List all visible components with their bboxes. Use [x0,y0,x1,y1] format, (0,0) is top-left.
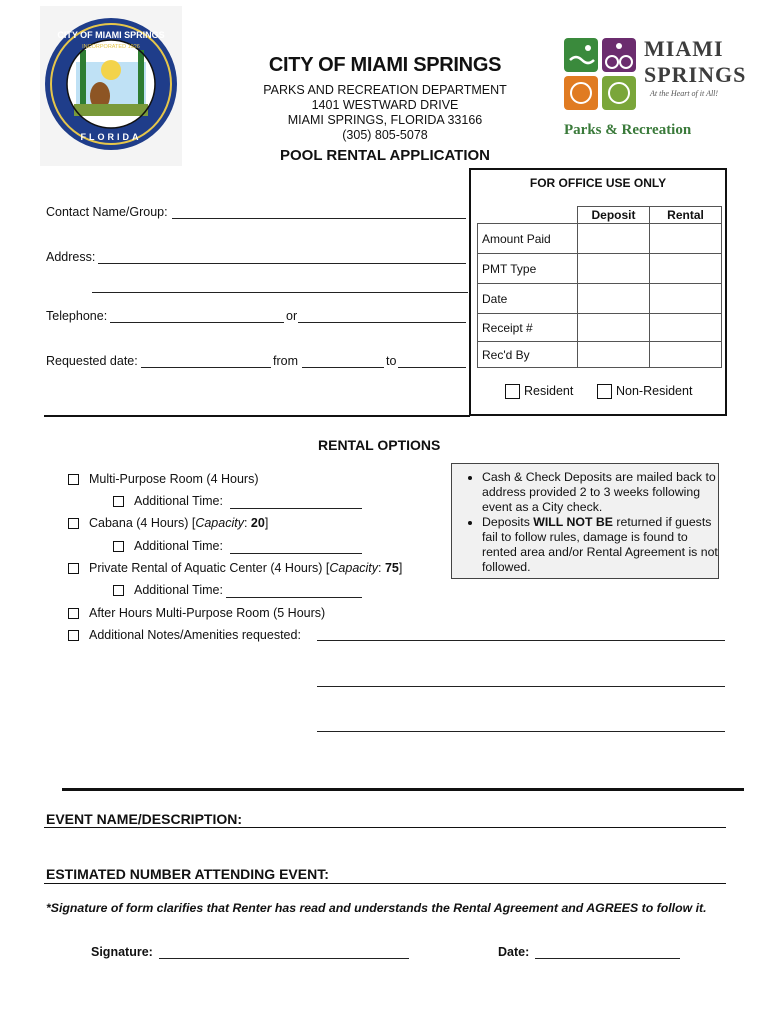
option-checkbox[interactable] [113,541,124,552]
capacity-label: Capacity [329,561,379,575]
option-checkbox[interactable] [68,608,79,619]
office-row-label: PMT Type [478,254,578,284]
office-row-label: Amount Paid [478,224,578,254]
attending-field[interactable] [44,883,726,884]
option-checkbox[interactable] [68,630,79,641]
rental-options-heading: RENTAL OPTIONS [318,437,441,453]
department-name: PARKS AND RECREATION DEPARTMENT [263,83,507,97]
event-name-label: EVENT NAME/DESCRIPTION: [46,811,243,827]
office-cell-deposit[interactable] [578,254,650,284]
option-checkbox[interactable] [68,563,79,574]
option-label: Cabana (4 Hours) [ [89,516,196,530]
city-title: CITY OF MIAMI SPRINGS [268,54,502,76]
from-label: from [273,354,298,368]
additional-time-1[interactable] [113,494,223,508]
option-multipurpose-room[interactable] [68,472,259,486]
office-cell-rental[interactable] [650,284,722,314]
signature-label: Signature: [91,945,153,959]
office-row-label: Date [478,284,578,314]
office-cell-rental[interactable] [650,314,722,342]
office-cell-rental[interactable] [650,224,722,254]
additional-time-label: Additional Time: [134,539,223,553]
capacity-label: Capacity [195,516,244,530]
resident-checkbox[interactable] [505,384,520,399]
resident-label: Resident [524,384,574,398]
logo-line2: SPRINGS [644,62,747,87]
additional-time-label: Additional Time: [134,583,223,597]
section-divider [44,415,470,417]
deposit-column-header: Deposit [578,207,650,224]
telephone-field[interactable] [110,306,284,323]
thick-divider [62,788,744,791]
additional-time-label: Additional Time: [134,494,223,508]
contact-name-field[interactable] [172,202,466,219]
option-after-hours[interactable] [68,606,325,620]
non-resident-label: Non-Resident [616,384,693,398]
rental-column-header: Rental [650,207,722,224]
event-name-field[interactable] [44,827,726,828]
office-cell-rental[interactable] [650,254,722,284]
signature-field[interactable] [159,943,409,959]
telephone-or-label: or [286,309,298,323]
option-checkbox[interactable] [113,496,124,507]
date-field[interactable] [535,943,680,959]
deposit-notes-box [451,463,719,579]
signature-disclaimer: *Signature of form clarifies that Renter has read and understands the Rental Agreement and AGREES to follow it. [46,901,707,915]
office-cell-deposit[interactable] [578,314,650,342]
additional-time-2[interactable] [113,539,223,553]
office-use-box [469,168,727,416]
option-label: After Hours Multi-Purpose Room (5 Hours) [89,606,326,620]
non-resident-checkbox[interactable] [597,384,612,399]
additional-time-1-field[interactable] [230,494,362,509]
deposit-note-2: • Deposits WILL NOT BE returned if guests fail to follow rules, damage is found to rented area and/or Rental Agreement is not followed. [482,515,718,575]
resident-option[interactable] [505,384,573,399]
capacity-value: 75 [384,561,399,575]
requested-date-label: Requested date: [46,354,138,368]
city-address: MIAMI SPRINGS, FLORIDA 33166 [287,113,483,127]
from-time-field[interactable] [302,351,384,368]
option-checkbox[interactable] [68,474,79,485]
office-use-table [477,206,722,368]
to-label: to [386,354,397,368]
contact-name-label: Contact Name/Group: [46,205,168,219]
option-label: Multi-Purpose Room (4 Hours) [89,472,259,486]
address-field-line2[interactable] [92,276,468,293]
logo-tagline: At the Heart of it All! [650,89,719,98]
to-time-field[interactable] [398,351,466,368]
additional-time-3-field[interactable] [226,583,362,598]
requested-date-field[interactable] [141,351,271,368]
form-title: POOL RENTAL APPLICATION [279,147,490,164]
option-checkbox[interactable] [113,585,124,596]
logo-subtitle: Parks & Recreation [564,122,692,138]
attending-label: ESTIMATED NUMBER ATTENDING EVENT: [46,866,329,882]
office-row-label: Rec'd By [478,342,578,368]
seal-florida-text: FLORIDA [80,132,142,142]
telephone-alt-field[interactable] [298,306,466,323]
parks-logo [562,36,747,140]
office-cell-deposit[interactable] [578,284,650,314]
office-cell-rental[interactable] [650,342,722,368]
office-cell-deposit[interactable] [578,342,650,368]
option-checkbox[interactable] [68,518,79,529]
phone-number: (305) 805-5078 [342,128,428,142]
city-seal [40,6,182,166]
additional-time-3[interactable] [113,583,223,597]
document-header [250,54,520,164]
address-field[interactable] [98,247,466,264]
deposit-note-1: • Cash & Check Deposits are mailed back to address provided 2 to 3 weeks following event as a City check. [482,470,718,515]
notes-field-line2[interactable] [317,672,725,687]
non-resident-option[interactable] [597,384,692,399]
seal-incorporated-text: INCORPORATED 1926 [82,44,140,50]
date-label: Date: [498,945,530,959]
seal-ring-text: CITY OF MIAMI SPRINGS [57,30,165,40]
address-label: Address: [46,250,96,264]
option-additional-notes[interactable] [68,628,301,642]
capacity-value: 20 [250,516,265,530]
option-aquatic-center[interactable]: Private Rental of Aquatic Center (4 Hours) [Capacity: 75] [68,561,402,575]
street-address: 1401 WESTWARD DRIVE [311,98,459,112]
office-row-label: Receipt # [478,314,578,342]
notes-field-line1[interactable] [317,626,725,641]
option-label: Additional Notes/Amenities requested: [89,628,301,642]
telephone-label: Telephone: [46,309,108,323]
notes-field-line3[interactable] [317,717,725,732]
option-label: Private Rental of Aquatic Center (4 Hours) [ [89,561,330,575]
logo-line1: MIAMI [644,36,724,61]
option-cabana[interactable]: Cabana (4 Hours) [Capacity: 20] [68,516,268,530]
office-cell-deposit[interactable] [578,224,650,254]
office-use-title: FOR OFFICE USE ONLY [529,176,667,190]
additional-time-2-field[interactable] [230,539,362,554]
